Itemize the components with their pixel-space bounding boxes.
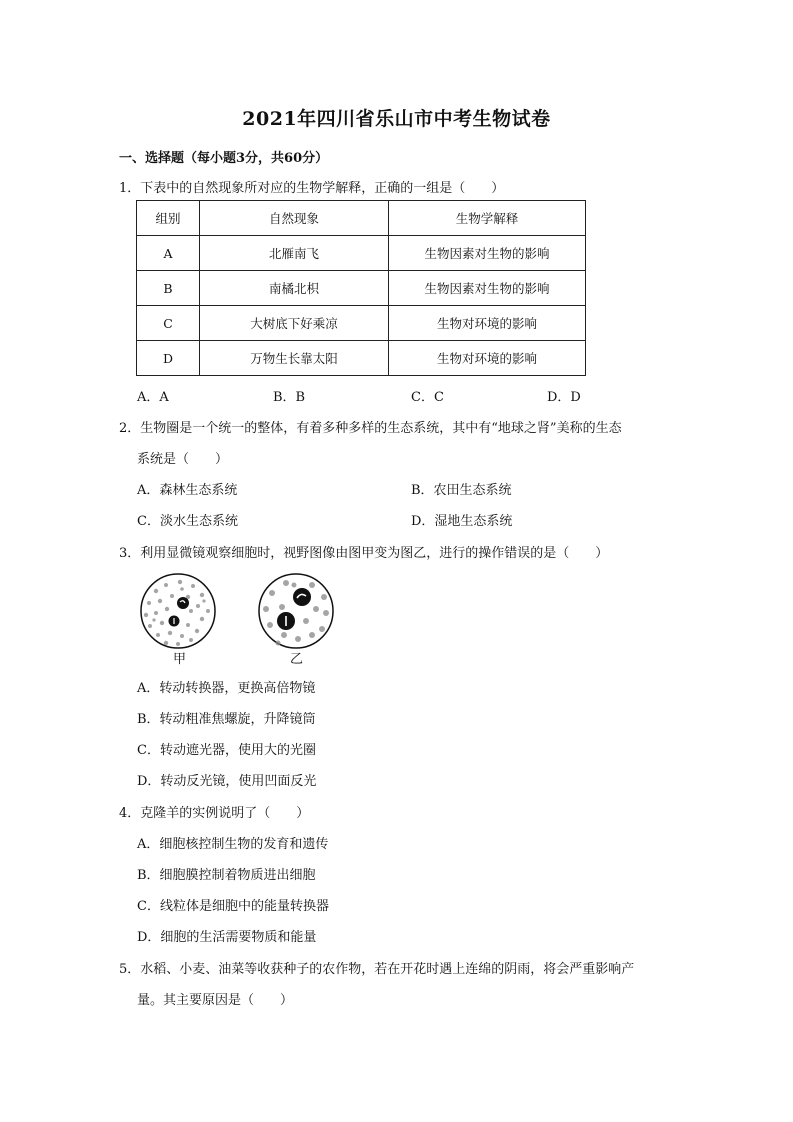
microscope-field-yi (259, 574, 333, 648)
table-cell: C (137, 306, 200, 341)
q3-stem: 3．利用显微镜观察细胞时，视野图像由图甲变为图乙，进行的操作错误的是（ ） (119, 546, 609, 561)
q1-option-d: D．D (547, 390, 581, 405)
q1-option-a: A．A (137, 390, 169, 405)
q5-stem-line2: 量。其主要原因是（ ） (137, 993, 294, 1008)
q2-option-d: D．湿地生态系统 (411, 514, 513, 529)
q2-stem-line1: 2．生物圈是一个统一的整体，有着多种多样的生态系统，其中有“地球之肾”美称的生态 (119, 421, 622, 436)
section-heading: 一、选择题（每小题3分，共60分） (119, 151, 329, 166)
q2-option-c: C．淡水生态系统 (137, 514, 238, 529)
table-cell: 万物生长靠太阳 (200, 341, 389, 376)
q4-option-b: B．细胞膜控制着物质进出细胞 (137, 868, 316, 883)
q5-stem-line1: 5．水稻、小麦、油菜等收获种子的农作物，若在开花时遇上连绵的阴雨，将会严重影响产 (119, 962, 635, 977)
table-header-cell: 生物学解释 (389, 201, 586, 236)
table-cell: 生物对环境的影响 (389, 341, 586, 376)
q3-option-d: D．转动反光镜，使用凹面反光 (137, 774, 317, 789)
q4-option-d: D．细胞的生活需要物质和能量 (137, 930, 317, 945)
table-cell: B (137, 271, 200, 306)
table-row (137, 271, 586, 306)
table-cell: D (137, 341, 200, 376)
table-cell: 生物对环境的影响 (389, 306, 586, 341)
table-cell: 生物因素对生物的影响 (389, 271, 586, 306)
q3-option-c: C．转动遮光器，使用大的光圈 (137, 743, 316, 758)
q1-table (136, 200, 586, 376)
table-header-cell: 自然现象 (200, 201, 389, 236)
table-cell: 北雁南飞 (200, 236, 389, 271)
fig-label-yi: 乙 (290, 652, 304, 667)
q2-stem-line2: 系统是（ ） (137, 452, 229, 467)
table-header-row (137, 201, 586, 236)
exam-title: 2021年四川省乐山市中考生物试卷 (242, 108, 551, 130)
microscope-field-jia (141, 574, 215, 648)
microscope-field-figure (136, 573, 356, 668)
q3-option-b: B．转动粗准焦螺旋，升降镜筒 (137, 712, 316, 727)
table-cell: 南橘北枳 (200, 271, 389, 306)
table-row (137, 306, 586, 341)
table-row (137, 236, 586, 271)
q3-option-a: A．转动转换器，更换高倍物镜 (137, 681, 316, 696)
fig-label-jia: 甲 (173, 652, 187, 667)
table-cell: A (137, 236, 200, 271)
table-header-cell: 组别 (137, 201, 200, 236)
table-cell: 大树底下好乘凉 (200, 306, 389, 341)
q2-option-b: B．农田生态系统 (411, 483, 512, 498)
q1-option-b: B．B (273, 390, 306, 405)
q4-option-c: C．线粒体是细胞中的能量转换器 (137, 899, 329, 914)
q1-option-c: C．C (411, 390, 444, 405)
q2-option-a: A．森林生态系统 (137, 483, 238, 498)
q4-stem: 4．克隆羊的实例说明了（ ） (119, 806, 310, 821)
q4-option-a: A．细胞核控制生物的发育和遗传 (137, 837, 329, 852)
q1-stem: 1．下表中的自然现象所对应的生物学解释，正确的一组是（ ） (119, 181, 505, 196)
table-row (137, 341, 586, 376)
table-cell: 生物因素对生物的影响 (389, 236, 586, 271)
